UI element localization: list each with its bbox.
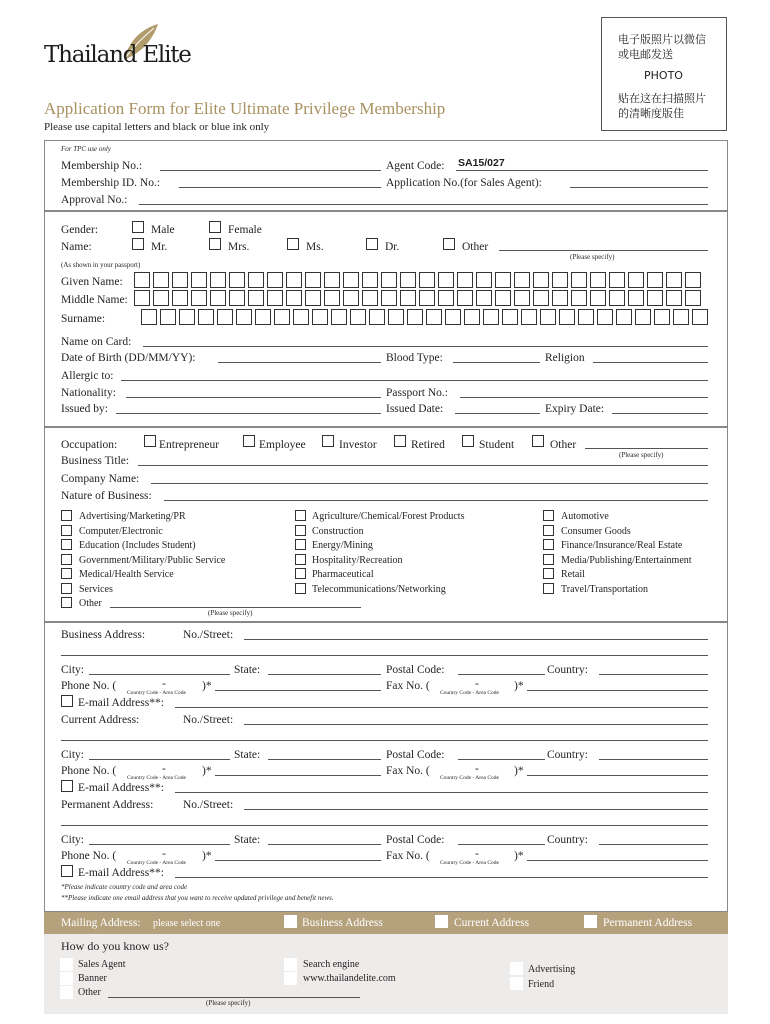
- cat-pharma: Pharmaceutical: [312, 569, 374, 580]
- surname-label: Surname:: [61, 313, 106, 325]
- middle-name-label: Middle Name:: [61, 294, 128, 306]
- mailing-permanent-checkbox[interactable]: [584, 915, 597, 928]
- mr-checkbox[interactable]: [132, 238, 144, 250]
- permanent-country-label: Country:: [547, 834, 588, 846]
- permanent-phone-field[interactable]: [215, 860, 381, 861]
- business-title-label: Business Title:: [61, 455, 130, 467]
- logo: [44, 22, 191, 72]
- cat-travel-checkbox[interactable]: [543, 583, 554, 594]
- business-email-field[interactable]: [175, 707, 708, 708]
- tpc-label: For TPC use only: [61, 145, 111, 153]
- permanent-fax-dash: -: [475, 848, 479, 860]
- business-fax-field[interactable]: [527, 690, 708, 691]
- investor-label: Investor: [339, 439, 377, 451]
- cat-agriculture: Agriculture/Chemical/Forest Products: [312, 511, 465, 522]
- expiry-date-label: Expiry Date:: [545, 403, 605, 415]
- approval-no-label: Approval No.:: [61, 194, 128, 206]
- allergic-field[interactable]: [121, 380, 708, 381]
- cat-advertising: Advertising/Marketing/PR: [79, 511, 186, 522]
- search-engine-checkbox[interactable]: [284, 958, 297, 971]
- permanent-phone-close: )*: [202, 850, 212, 862]
- middle-name-boxes[interactable]: [134, 290, 704, 306]
- permanent-email-field[interactable]: [175, 877, 708, 878]
- photo-label: PHOTO: [644, 69, 683, 82]
- employee-checkbox[interactable]: [243, 435, 255, 447]
- cat-consumer: Consumer Goods: [561, 526, 631, 537]
- business-fax-code-hint: Country Code - Area Code: [440, 690, 499, 696]
- other-source-specify: (Please specify): [206, 999, 251, 1007]
- cat-government-checkbox[interactable]: [61, 554, 72, 565]
- cat-services: Services: [79, 584, 113, 595]
- photo-line1: 电子版照片以微信: [618, 33, 706, 46]
- employee-label: Employee: [259, 439, 306, 451]
- as-shown-hint: (As shown in your passport): [61, 261, 141, 269]
- cat-media: Media/Publishing/Entertainment: [561, 555, 692, 566]
- other-title-checkbox[interactable]: [443, 238, 455, 250]
- cat-agriculture-checkbox[interactable]: [295, 510, 306, 521]
- given-name-boxes[interactable]: [134, 272, 704, 288]
- website-label: www.thailandelite.com: [303, 973, 396, 984]
- current-fax-code-hint: Country Code - Area Code: [440, 775, 499, 781]
- current-postal-label: Postal Code:: [386, 749, 445, 761]
- blood-type-field[interactable]: [453, 362, 540, 363]
- mrs-checkbox[interactable]: [209, 238, 221, 250]
- title-specify-hint: (Please specify): [570, 253, 615, 261]
- cat-consumer-checkbox[interactable]: [543, 525, 554, 536]
- cat-education: Education (Includes Student): [79, 540, 196, 551]
- religion-field[interactable]: [593, 362, 708, 363]
- permanent-country-field[interactable]: [599, 844, 708, 845]
- current-street-label: No./Street:: [183, 714, 234, 726]
- issued-date-label: Issued Date:: [386, 403, 444, 415]
- ms-label: Ms.: [306, 241, 324, 253]
- mailing-current-label: Current Address: [454, 917, 530, 929]
- ms-checkbox[interactable]: [287, 238, 299, 250]
- student-label: Student: [479, 439, 515, 451]
- cat-other-specify: (Please specify): [208, 609, 253, 617]
- business-street-label: No./Street:: [183, 629, 234, 641]
- mr-label: Mr.: [151, 241, 168, 253]
- business-phone-field[interactable]: [215, 690, 381, 691]
- agent-code-label: Agent Code:: [386, 160, 445, 172]
- female-label: Female: [228, 224, 262, 236]
- page-title: Application Form for Elite Ultimate Privilege Membership: [44, 99, 446, 118]
- mailing-business-checkbox[interactable]: [284, 915, 297, 928]
- application-no-label: Application No.(for Sales Agent):: [386, 177, 542, 189]
- current-email-label: E-mail Address**:: [78, 782, 164, 794]
- business-phone-close: )*: [202, 680, 212, 692]
- company-name-field[interactable]: [151, 483, 708, 484]
- mailing-hint: please select one: [153, 918, 221, 929]
- cat-medical: Medical/Health Service: [79, 569, 174, 580]
- business-email-label: E-mail Address**:: [78, 697, 164, 709]
- advertising-checkbox[interactable]: [510, 962, 523, 975]
- permanent-email-checkbox[interactable]: [61, 865, 73, 877]
- cat-other: Other: [79, 598, 102, 609]
- how-know-title: How do you know us?: [61, 939, 169, 953]
- mailing-permanent-label: Permanent Address: [603, 917, 693, 929]
- business-country-label: Country:: [547, 664, 588, 676]
- cat-construction-checkbox[interactable]: [295, 525, 306, 536]
- investor-checkbox[interactable]: [322, 435, 334, 447]
- name-on-card-field[interactable]: [143, 346, 708, 347]
- current-email-checkbox[interactable]: [61, 780, 73, 792]
- cat-retail: Retail: [561, 569, 585, 580]
- cat-computer-checkbox[interactable]: [61, 525, 72, 536]
- dr-label: Dr.: [385, 241, 400, 253]
- cat-pharma-checkbox[interactable]: [295, 568, 306, 579]
- membership-no-label: Membership No.:: [61, 160, 143, 172]
- business-state-label: State:: [234, 664, 261, 676]
- cat-media-checkbox[interactable]: [543, 554, 554, 565]
- cat-hospitality-checkbox[interactable]: [295, 554, 306, 565]
- allergic-label: Allergic to:: [61, 370, 114, 382]
- current-street-field[interactable]: [244, 724, 708, 725]
- address-note-1: *Please indicate country code and area code: [61, 883, 188, 891]
- nationality-field[interactable]: [126, 397, 381, 398]
- agent-code-value[interactable]: SA15/027: [458, 157, 505, 169]
- logo-text: Thailand Elite: [44, 42, 191, 68]
- other-source-field[interactable]: [108, 997, 360, 998]
- permanent-phone-label: Phone No. (: [61, 850, 117, 862]
- occupation-specify-hint: (Please specify): [619, 451, 664, 459]
- other-source-label: Other: [78, 987, 101, 998]
- business-phone-code-hint: Country Code - Area Code: [127, 690, 186, 696]
- business-phone-label: Phone No. (: [61, 680, 117, 692]
- retired-label: Retired: [411, 439, 445, 451]
- blood-type-label: Blood Type:: [386, 352, 443, 364]
- cat-travel: Travel/Transportation: [561, 584, 649, 595]
- permanent-state-field[interactable]: [268, 844, 381, 845]
- cat-finance-checkbox[interactable]: [543, 539, 554, 550]
- business-street-field[interactable]: [244, 639, 708, 640]
- business-address-label: Business Address:: [61, 629, 146, 641]
- approval-no-field[interactable]: [139, 204, 708, 205]
- page-subtitle: Please use capital letters and black or blue ink only: [44, 121, 270, 133]
- application-no-field[interactable]: [570, 187, 708, 188]
- male-label: Male: [151, 224, 175, 236]
- occupation-label: Occupation:: [61, 439, 118, 451]
- permanent-fax-code-hint: Country Code - Area Code: [440, 860, 499, 866]
- dob-field[interactable]: [218, 362, 381, 363]
- other-title-field[interactable]: [499, 250, 708, 251]
- permanent-phone-code-hint: Country Code - Area Code: [127, 860, 186, 866]
- other-occupation-checkbox[interactable]: [532, 435, 544, 447]
- current-phone-dash: -: [162, 763, 166, 775]
- cat-finance: Finance/Insurance/Real Estate: [561, 540, 683, 551]
- name-label: Name:: [61, 241, 92, 253]
- dob-label: Date of Birth (DD/MM/YY):: [61, 352, 196, 364]
- business-country-field[interactable]: [599, 674, 708, 675]
- cat-computer: Computer/Electronic: [79, 526, 163, 537]
- address-note-2: **Please indicate one email address that you want to receive updated privilege and benefit news.: [61, 894, 334, 902]
- male-checkbox[interactable]: [132, 221, 144, 233]
- current-country-label: Country:: [547, 749, 588, 761]
- mrs-label: Mrs.: [228, 241, 250, 253]
- business-state-field[interactable]: [268, 674, 381, 675]
- permanent-email-label: E-mail Address**:: [78, 867, 164, 879]
- business-fax-dash: -: [475, 678, 479, 690]
- membership-id-field[interactable]: [179, 187, 381, 188]
- banner-checkbox[interactable]: [60, 972, 73, 985]
- other-occupation-label: Other: [550, 439, 577, 451]
- tpc-section: [44, 140, 728, 211]
- permanent-postal-field[interactable]: [458, 844, 545, 845]
- permanent-city-field[interactable]: [89, 844, 230, 845]
- student-checkbox[interactable]: [462, 435, 474, 447]
- business-fax-label: Fax No. (: [386, 680, 430, 692]
- permanent-address-label: Permanent Address:: [61, 799, 154, 811]
- cat-other-field[interactable]: [110, 607, 361, 608]
- banner-label: Banner: [78, 973, 107, 984]
- photo-line4: 的清晰度版佳: [618, 107, 684, 120]
- entrepreneur-label: Entrepreneur: [159, 439, 220, 451]
- religion-label: Religion: [545, 352, 585, 364]
- photo-box: [601, 17, 727, 131]
- advertising-label: Advertising: [528, 964, 576, 975]
- current-city-field[interactable]: [89, 759, 230, 760]
- permanent-fax-close: )*: [514, 850, 524, 862]
- cat-construction: Construction: [312, 526, 364, 537]
- permanent-phone-dash: -: [162, 848, 166, 860]
- business-city-field[interactable]: [89, 674, 230, 675]
- retired-checkbox[interactable]: [394, 435, 406, 447]
- website-checkbox[interactable]: [284, 972, 297, 985]
- cat-automotive: Automotive: [561, 511, 609, 522]
- permanent-street-field[interactable]: [244, 809, 708, 810]
- current-address-label: Current Address:: [61, 714, 140, 726]
- cat-energy: Energy/Mining: [312, 540, 373, 551]
- permanent-street-field-2[interactable]: [61, 825, 708, 826]
- cat-medical-checkbox[interactable]: [61, 568, 72, 579]
- business-city-label: City:: [61, 664, 85, 676]
- cat-hospitality: Hospitality/Recreation: [312, 555, 403, 566]
- surname-boxes[interactable]: [141, 309, 711, 325]
- search-engine-label: Search engine: [303, 959, 360, 970]
- cat-automotive-checkbox[interactable]: [543, 510, 554, 521]
- given-name-label: Given Name:: [61, 276, 123, 288]
- current-phone-field[interactable]: [215, 775, 381, 776]
- other-occupation-field[interactable]: [585, 448, 708, 449]
- business-title-field[interactable]: [138, 465, 708, 466]
- issued-date-field[interactable]: [455, 413, 540, 414]
- permanent-fax-label: Fax No. (: [386, 850, 430, 862]
- nationality-label: Nationality:: [61, 387, 116, 399]
- expiry-date-field[interactable]: [612, 413, 708, 414]
- company-name-label: Company Name:: [61, 473, 140, 485]
- cat-retail-checkbox[interactable]: [543, 568, 554, 579]
- membership-id-label: Membership ID. No.:: [61, 177, 161, 189]
- current-phone-label: Phone No. (: [61, 765, 117, 777]
- entrepreneur-checkbox[interactable]: [144, 435, 156, 447]
- business-fax-close: )*: [514, 680, 524, 692]
- cat-government: Government/Military/Public Service: [79, 555, 226, 566]
- cat-telecom-checkbox[interactable]: [295, 583, 306, 594]
- sales-agent-checkbox[interactable]: [60, 958, 73, 971]
- current-postal-field[interactable]: [458, 759, 545, 760]
- business-postal-label: Postal Code:: [386, 664, 445, 676]
- cat-advertising-checkbox[interactable]: [61, 510, 72, 521]
- current-phone-close: )*: [202, 765, 212, 777]
- friend-checkbox[interactable]: [510, 977, 523, 990]
- current-email-field[interactable]: [175, 792, 708, 793]
- passport-no-field[interactable]: [460, 397, 708, 398]
- business-street-field-2[interactable]: [61, 655, 708, 656]
- agent-code-field[interactable]: [456, 170, 708, 171]
- friend-label: Friend: [528, 979, 555, 990]
- other-title-label: Other: [462, 241, 489, 253]
- photo-line3: 贴在这在扫描照片: [618, 92, 706, 105]
- current-phone-code-hint: Country Code - Area Code: [127, 775, 186, 781]
- passport-no-label: Passport No.:: [386, 387, 448, 399]
- issued-by-field[interactable]: [116, 413, 381, 414]
- permanent-state-label: State:: [234, 834, 261, 846]
- business-email-checkbox[interactable]: [61, 695, 73, 707]
- cat-energy-checkbox[interactable]: [295, 539, 306, 550]
- cat-other-checkbox[interactable]: [61, 597, 72, 608]
- dr-checkbox[interactable]: [366, 238, 378, 250]
- other-source-checkbox[interactable]: [60, 986, 73, 999]
- sales-agent-label: Sales Agent: [78, 959, 126, 970]
- photo-line2: 或电邮发送: [618, 48, 673, 61]
- current-state-label: State:: [234, 749, 261, 761]
- current-fax-close: )*: [514, 765, 524, 777]
- cat-telecom: Telecommunications/Networking: [312, 584, 446, 595]
- current-fax-dash: -: [475, 763, 479, 775]
- mailing-business-label: Business Address: [302, 917, 383, 929]
- current-city-label: City:: [61, 749, 85, 761]
- current-street-field-2[interactable]: [61, 740, 708, 741]
- nature-field[interactable]: [164, 500, 708, 501]
- current-fax-field[interactable]: [527, 775, 708, 776]
- permanent-fax-field[interactable]: [527, 860, 708, 861]
- business-phone-dash: -: [162, 678, 166, 690]
- business-postal-field[interactable]: [458, 674, 545, 675]
- current-fax-label: Fax No. (: [386, 765, 430, 777]
- permanent-street-label: No./Street:: [183, 799, 234, 811]
- name-on-card-label: Name on Card:: [61, 336, 132, 348]
- gender-label: Gender:: [61, 224, 99, 236]
- cat-education-checkbox[interactable]: [61, 539, 72, 550]
- female-checkbox[interactable]: [209, 221, 221, 233]
- mailing-current-checkbox[interactable]: [435, 915, 448, 928]
- current-country-field[interactable]: [599, 759, 708, 760]
- permanent-city-label: City:: [61, 834, 85, 846]
- cat-services-checkbox[interactable]: [61, 583, 72, 594]
- mailing-label: Mailing Address:: [61, 917, 141, 929]
- nature-label: Nature of Business:: [61, 490, 152, 502]
- issued-by-label: Issued by:: [61, 403, 108, 415]
- permanent-postal-label: Postal Code:: [386, 834, 445, 846]
- current-state-field[interactable]: [268, 759, 381, 760]
- membership-no-field[interactable]: [160, 170, 381, 171]
